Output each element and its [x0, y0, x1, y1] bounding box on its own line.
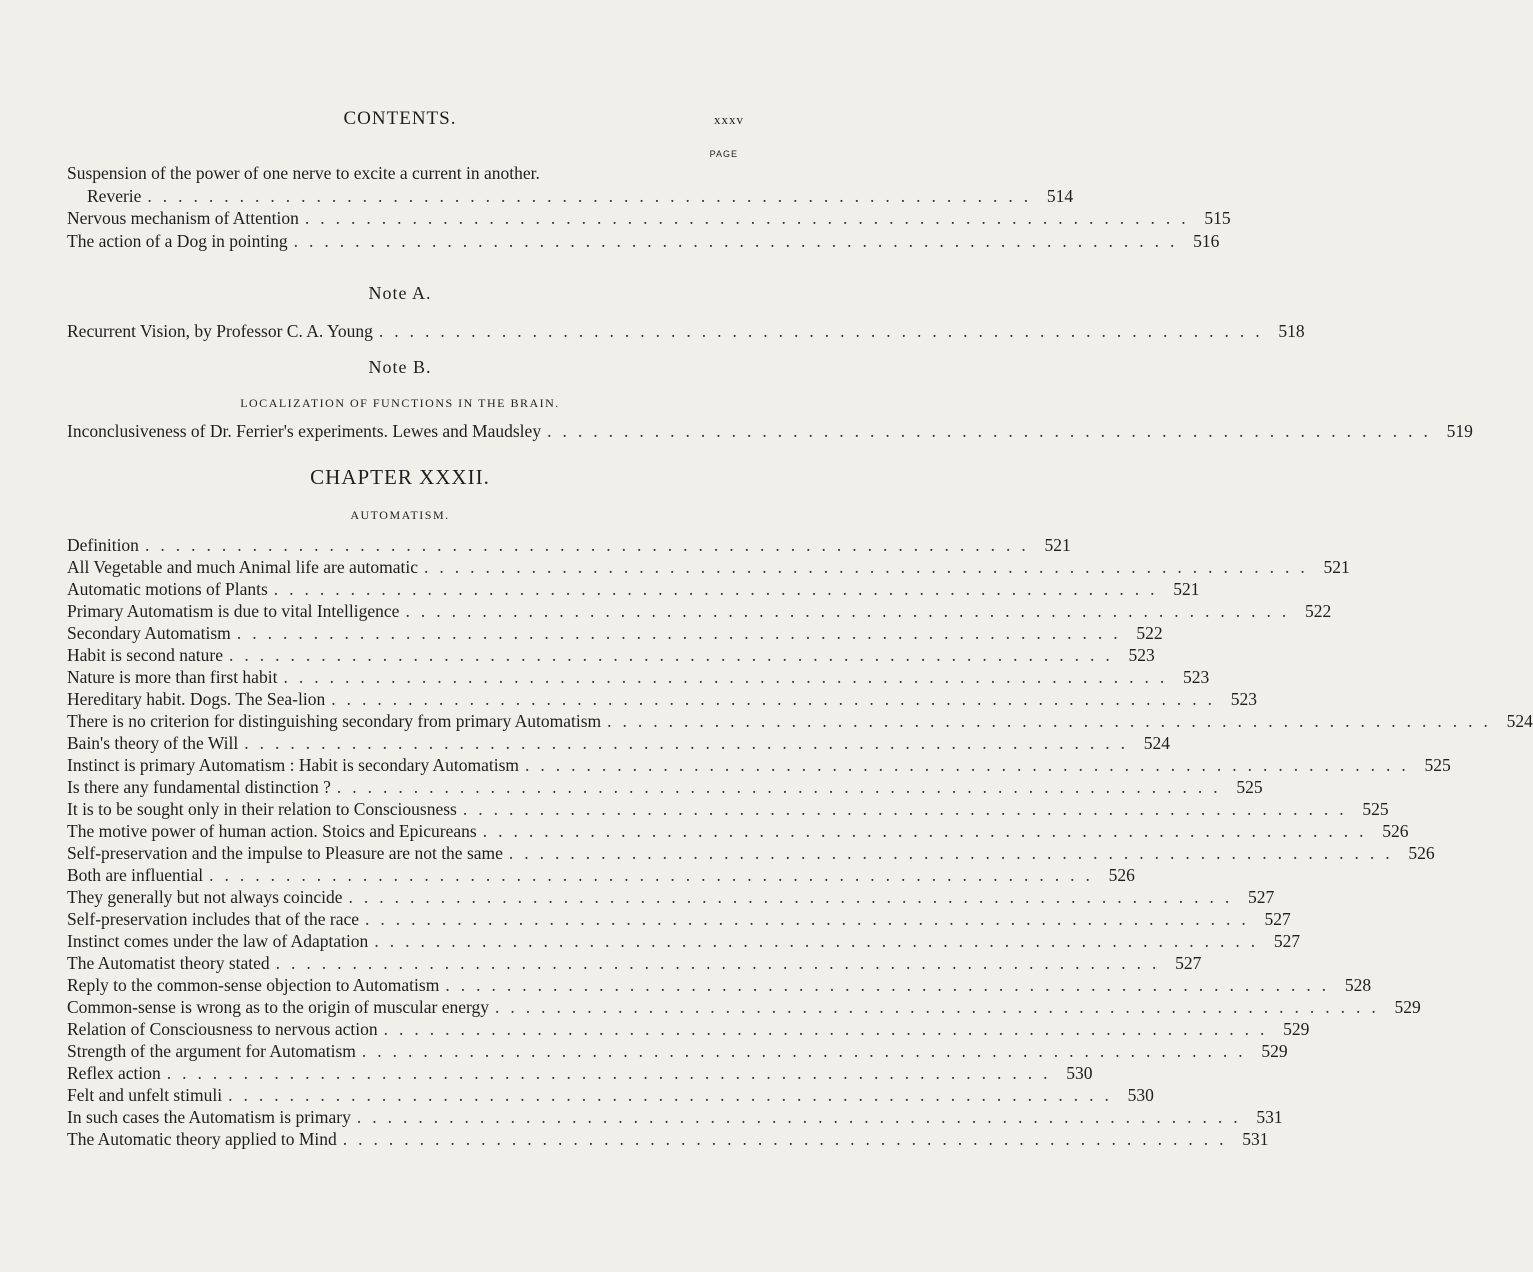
toc-page-number: 526	[1108, 865, 1135, 885]
toc-page-number: 524	[1143, 733, 1171, 753]
toc-entry: Primary Automatism is due to vital Intelligence .......................................................... 522	[67, 601, 1332, 621]
toc-page-number: 523	[1128, 645, 1155, 665]
toc-entry: Common-sense is wrong as to the origin of muscular energy .......................................................... 529	[67, 997, 1421, 1017]
toc-page-number: 530	[1066, 1063, 1093, 1083]
toc-entry: Bain's theory of the Will .......................................................... 524	[67, 733, 1171, 753]
toc-page-number: 523	[1230, 689, 1257, 709]
toc-page-number: 521	[1323, 557, 1350, 577]
toc-entry: Self-preservation includes that of the race .......................................................... 527	[67, 909, 1291, 929]
chapter-subtitle: AUTOMATISM.	[350, 508, 450, 522]
toc-entry: In such cases the Automatism is primary .......................................................... 531	[67, 1107, 1283, 1127]
toc-entry: Definition .......................................................... 521	[67, 535, 1071, 555]
chapter-heading: CHAPTER XXXII.	[310, 465, 490, 489]
toc-entry: They generally but not always coincide .......................................................... 527	[67, 887, 1275, 907]
toc-entry: It is to be sought only in their relation to Consciousness .......................................................... 525	[67, 799, 1389, 819]
toc-page-number: 516	[1193, 231, 1220, 251]
toc-page-number: 526	[1382, 821, 1409, 841]
toc-page-number: 518	[1278, 321, 1305, 341]
toc-entry: Reflex action .......................................................... 530	[67, 1063, 1093, 1083]
toc-page-number: 514	[1046, 186, 1074, 206]
toc-entry: The Automatic theory applied to Mind .......................................................... 531	[67, 1129, 1269, 1149]
toc-entry: Secondary Automatism .......................................................... 522	[67, 623, 1163, 643]
note-a-heading: Note A.	[368, 283, 432, 303]
toc-page-number: 525	[1424, 755, 1451, 775]
toc-entry: Instinct is primary Automatism : Habit is secondary Automatism .......................................................... 525	[67, 755, 1451, 775]
toc-entry: There is no criterion for distinguishing secondary from primary Automatism .......................................................... 524	[67, 711, 1533, 731]
toc-page-number: 521	[1044, 535, 1071, 555]
toc-entry: Automatic motions of Plants .......................................................... 521	[67, 579, 1200, 599]
toc-page-number: 527	[1175, 953, 1202, 973]
toc-page-number: 525	[1236, 777, 1263, 797]
toc-page-number: 526	[1408, 843, 1435, 863]
toc-entry: Nervous mechanism of Attention .......................................................... 515	[67, 208, 1231, 228]
toc-entry: Inconclusiveness of Dr. Ferrier's experiments. Lewes and Maudsley .......................................................... 519	[67, 421, 1473, 441]
page-number: xxxv	[714, 112, 744, 127]
toc-entry: Hereditary habit. Dogs. The Sea-lion .......................................................... 523	[67, 689, 1257, 709]
toc-page-number: 531	[1242, 1129, 1269, 1149]
toc-page-number: 527	[1273, 931, 1301, 951]
toc-page-number: 524	[1506, 711, 1533, 731]
toc-entry: Is there any fundamental distinction ? .......................................................... 525	[67, 777, 1263, 797]
toc-entry: Nature is more than first habit .......................................................... 523	[67, 667, 1210, 687]
toc-page-number: 531	[1256, 1107, 1283, 1127]
toc-entry: The Automatist theory stated .......................................................... 527	[67, 953, 1202, 973]
note-b-subtitle: LOCALIZATION OF FUNCTIONS IN THE BRAIN.	[240, 396, 560, 410]
toc-page-number: 527	[1264, 909, 1291, 929]
toc-page-number: 523	[1182, 667, 1210, 687]
toc-entry: The motive power of human action. Stoics and Epicureans .......................................................... 526	[67, 821, 1409, 841]
toc-entry: Reply to the common-sense objection to Automatism .......................................................... 528	[67, 975, 1372, 995]
toc-entry: Instinct comes under the law of Adaptation .......................................................... 527	[67, 931, 1301, 951]
toc-page-number: 527	[1248, 887, 1275, 907]
running-head-title: CONTENTS.	[343, 108, 457, 129]
note-b-heading: Note B.	[368, 357, 432, 377]
toc-entry: The action of a Dog in pointing .......................................................... 516	[67, 231, 1220, 251]
toc-entry: Habit is second nature .......................................................... 523	[67, 645, 1155, 665]
toc-entry: Self-preservation and the impulse to Pleasure are not the same .......................................................... 526	[67, 843, 1435, 863]
toc-entry: Felt and unfelt stimuli .......................................................... 530	[67, 1085, 1154, 1105]
toc-page-number: 529	[1283, 1019, 1310, 1039]
toc-page-number: 521	[1173, 579, 1200, 599]
toc-entry: Reverie .......................................................... 514	[87, 186, 1074, 206]
toc-entry: Strength of the argument for Automatism .......................................................... 529	[67, 1041, 1288, 1061]
toc-entry: Recurrent Vision, by Professor C. A. Young .......................................................... 518	[67, 321, 1305, 341]
toc-page-number: 529	[1394, 997, 1421, 1017]
toc-entry-continued: Suspension of the power of one nerve to excite a current in another.	[67, 163, 540, 183]
toc-entry: Both are influential .......................................................... 526	[67, 865, 1135, 885]
page-column-heading: PAGE	[709, 149, 738, 159]
toc-page-number: 522	[1136, 623, 1163, 643]
toc-page-number: 530	[1127, 1085, 1154, 1105]
toc-page-number: 528	[1344, 975, 1372, 995]
toc-page-number: 525	[1362, 799, 1389, 819]
toc-entry: Relation of Consciousness to nervous action .......................................................... 529	[67, 1019, 1310, 1039]
toc-page-number: 515	[1204, 208, 1231, 228]
running-head	[0, 108, 800, 130]
toc-entry: All Vegetable and much Animal life are automatic .......................................................... 521	[67, 557, 1350, 577]
toc-page-number: 522	[1304, 601, 1332, 621]
toc-page-number: 519	[1446, 421, 1473, 441]
toc-page-number: 529	[1261, 1041, 1288, 1061]
